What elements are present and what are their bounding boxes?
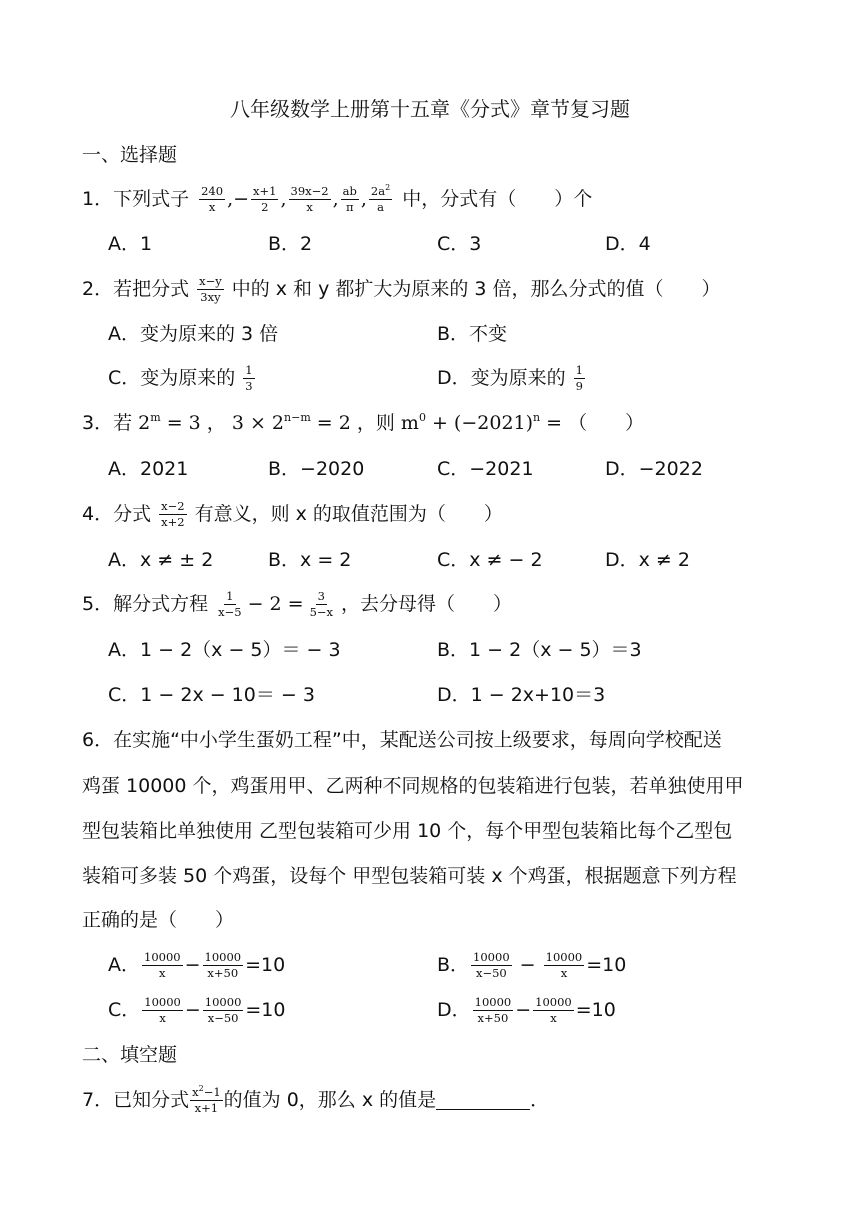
option-label: C． bbox=[108, 999, 141, 1021]
exponent: n bbox=[533, 411, 541, 424]
operator: − bbox=[184, 999, 201, 1021]
question-number: 7． bbox=[82, 1089, 114, 1111]
numerator: 1 bbox=[245, 362, 253, 377]
denominator: x bbox=[159, 965, 166, 980]
denominator: x bbox=[159, 1010, 166, 1025]
numerator: 39x−2 bbox=[290, 183, 329, 198]
question-6-line-1: 6．在实施“中小学生蛋奶工程”中，某配送公司按上级要求，每周向学校配送 bbox=[82, 729, 722, 751]
numerator: 240 bbox=[201, 183, 224, 198]
separator: , bbox=[280, 188, 287, 210]
question-text: 若把分式 bbox=[113, 278, 190, 300]
numerator: 10000 bbox=[144, 994, 181, 1009]
fraction bbox=[544, 951, 585, 980]
numerator: 10000 bbox=[473, 949, 510, 964]
numerator-rest: −1 bbox=[203, 1084, 221, 1099]
denominator: x+2 bbox=[161, 514, 185, 529]
equation-rhs: =10 bbox=[245, 999, 286, 1021]
question-text: 有意义，则 x 的取值范围为（ ） bbox=[194, 503, 503, 525]
equation-rhs: =10 bbox=[575, 999, 616, 1021]
option-label: A． bbox=[108, 954, 140, 976]
equation-part: = 3 ， 3 × 2 bbox=[160, 412, 285, 434]
fraction bbox=[251, 185, 278, 214]
question-5 bbox=[82, 588, 513, 619]
exponent: 2 bbox=[198, 1083, 204, 1093]
question-6-line-4: 装箱可多装 50 个鸡蛋，设每个 甲型包装箱可装 x 个鸡蛋，根据题意下列方程 bbox=[82, 865, 737, 887]
option-b[interactable]: B．不变 bbox=[437, 323, 508, 345]
option-c[interactable]: C．1 − 2x − 10＝ − 3 bbox=[108, 684, 315, 706]
operator: − bbox=[515, 999, 532, 1021]
option-c[interactable] bbox=[108, 362, 257, 393]
denominator: x−5 bbox=[218, 604, 242, 619]
exponent: 2 bbox=[385, 182, 391, 192]
denominator: x bbox=[306, 199, 313, 214]
operator: − bbox=[184, 954, 201, 976]
fraction bbox=[216, 590, 243, 619]
numerator: ab bbox=[342, 183, 357, 198]
question-number: 2． bbox=[82, 278, 114, 300]
option-d[interactable]: D．4 bbox=[605, 233, 651, 255]
exponent: n−m bbox=[284, 411, 311, 424]
option-b[interactable]: B．x = 2 bbox=[268, 549, 352, 571]
option-d[interactable]: D．−2022 bbox=[605, 458, 703, 480]
equation-rhs: =10 bbox=[245, 954, 286, 976]
denominator: a bbox=[377, 199, 384, 214]
question-1 bbox=[82, 182, 593, 214]
question-text: 的值为 0，那么 x 的值是 bbox=[223, 1089, 437, 1111]
denominator: π bbox=[345, 199, 354, 214]
option-b[interactable]: B．1 − 2（x − 5）＝3 bbox=[437, 639, 642, 661]
section-heading-fill-blank: 二、填空题 bbox=[82, 1044, 178, 1066]
option-a[interactable]: A．1 − 2（x − 5）＝ − 3 bbox=[108, 639, 341, 661]
question-text: 解分式方程 bbox=[113, 593, 209, 615]
denominator: x−50 bbox=[475, 965, 507, 980]
option-a[interactable] bbox=[108, 949, 286, 980]
equation-part: − 2 = bbox=[247, 593, 304, 615]
fraction bbox=[533, 996, 574, 1025]
question-number: 4． bbox=[82, 503, 114, 525]
equation-part: 若 2 bbox=[113, 412, 151, 434]
option-b[interactable]: B．2 bbox=[268, 233, 313, 255]
option-c[interactable]: C．3 bbox=[437, 233, 482, 255]
option-c[interactable]: C．−2021 bbox=[437, 458, 534, 480]
question-text: 已知分式 bbox=[113, 1089, 190, 1111]
denominator: 5−x bbox=[309, 604, 334, 619]
fraction bbox=[203, 951, 244, 980]
equation-part: = 2 ，则 m bbox=[310, 412, 419, 434]
equation-rhs: =10 bbox=[586, 954, 627, 976]
option-d[interactable] bbox=[437, 994, 616, 1025]
option-label: D． bbox=[437, 999, 471, 1021]
question-6-line-2: 鸡蛋 10000 个，鸡蛋用甲、乙两种不同规格的包装箱进行包装，若单独使用甲 bbox=[82, 775, 744, 797]
option-b[interactable] bbox=[437, 949, 627, 980]
fraction bbox=[473, 996, 514, 1025]
fraction bbox=[243, 364, 254, 393]
denominator: x bbox=[550, 1010, 557, 1025]
numerator bbox=[369, 182, 392, 200]
fraction bbox=[142, 951, 183, 980]
numerator-base: x bbox=[192, 1084, 199, 1099]
denominator: 2 bbox=[261, 199, 269, 214]
numerator: 10000 bbox=[144, 949, 181, 964]
numerator: 3 bbox=[317, 588, 325, 603]
denominator: x bbox=[208, 199, 216, 214]
fraction bbox=[197, 275, 224, 304]
question-text: 分式 bbox=[113, 503, 152, 525]
option-text: C．变为原来的 bbox=[108, 367, 236, 389]
question-text: 下列式子 bbox=[113, 188, 190, 210]
option-c[interactable]: C．x ≠ − 2 bbox=[437, 549, 543, 571]
question-text: ，去分母得（ ） bbox=[341, 593, 513, 615]
numerator: 10000 bbox=[474, 994, 512, 1009]
numerator: 10000 bbox=[204, 994, 242, 1009]
option-b[interactable]: B．−2020 bbox=[268, 458, 365, 480]
numerator: x+1 bbox=[253, 183, 277, 198]
numerator: 10000 bbox=[545, 949, 583, 964]
question-6-line-5: 正确的是（ ） bbox=[82, 909, 235, 931]
numerator-base: 2a bbox=[370, 183, 386, 198]
numerator bbox=[190, 1083, 223, 1101]
option-a[interactable]: A．1 bbox=[108, 233, 153, 255]
fraction bbox=[199, 185, 225, 214]
equation-part: + (−2021) bbox=[425, 412, 534, 434]
option-a[interactable]: A．变为原来的 3 倍 bbox=[108, 323, 279, 345]
page-title: 八年级数学上册第十五章《分式》章节复习题 bbox=[230, 97, 630, 121]
question-text: 中，分式有（ ）个 bbox=[402, 188, 593, 210]
question-7 bbox=[82, 1083, 550, 1115]
question-4 bbox=[82, 498, 503, 529]
denominator: x bbox=[560, 965, 568, 980]
question-2 bbox=[82, 273, 721, 304]
question-number: 5． bbox=[82, 593, 114, 615]
fraction bbox=[471, 951, 512, 980]
separator: ,− bbox=[227, 188, 250, 210]
option-c[interactable] bbox=[108, 994, 286, 1025]
denominator: x+50 bbox=[477, 1010, 509, 1025]
question-3 bbox=[82, 411, 644, 435]
denominator: x+50 bbox=[207, 965, 239, 980]
option-d[interactable]: D．1 − 2x+10＝3 bbox=[437, 684, 606, 706]
fraction bbox=[341, 185, 359, 214]
separator: , bbox=[360, 188, 367, 210]
question-text: 中的 x 和 y 都扩大为原来的 3 倍，那么分式的值（ ） bbox=[231, 278, 721, 300]
denominator: x−50 bbox=[207, 1010, 239, 1025]
equation-part: = （ ） bbox=[540, 412, 645, 434]
section-heading-choice: 一、选择题 bbox=[82, 144, 178, 166]
fraction bbox=[203, 996, 244, 1025]
fraction bbox=[190, 1083, 223, 1115]
option-d[interactable] bbox=[437, 362, 587, 393]
option-d[interactable]: D．x ≠ 2 bbox=[605, 549, 690, 571]
fraction bbox=[369, 182, 392, 214]
option-label: B． bbox=[437, 954, 470, 976]
denominator: 3 bbox=[245, 378, 253, 393]
option-a[interactable]: A．2021 bbox=[108, 458, 189, 480]
question-6-line-3: 型包装箱比单独使用 乙型包装箱可少用 10 个，每个甲型包装箱比每个乙型包 bbox=[82, 820, 733, 842]
denominator: x+1 bbox=[194, 1100, 219, 1115]
option-text: D．变为原来的 bbox=[437, 367, 566, 389]
option-a[interactable]: A．x ≠ ± 2 bbox=[108, 549, 214, 571]
fraction bbox=[159, 500, 186, 529]
fraction bbox=[142, 996, 183, 1025]
separator: , bbox=[332, 188, 339, 210]
numerator: 1 bbox=[226, 588, 234, 603]
operator: − bbox=[513, 954, 542, 976]
exponent: m bbox=[150, 411, 161, 424]
numerator: 10000 bbox=[204, 949, 242, 964]
denominator: 9 bbox=[575, 378, 583, 393]
question-number: 3． bbox=[82, 412, 114, 434]
fraction bbox=[574, 364, 585, 393]
denominator: 3xy bbox=[200, 289, 221, 304]
exponent: 0 bbox=[418, 411, 426, 424]
numerator: x−2 bbox=[161, 498, 185, 513]
fraction bbox=[289, 185, 331, 214]
numerator: 1 bbox=[575, 362, 583, 377]
numerator: 10000 bbox=[535, 994, 572, 1009]
fraction bbox=[308, 590, 335, 619]
answer-blank[interactable] bbox=[436, 1091, 530, 1110]
question-number: 1． bbox=[82, 188, 114, 210]
numerator: x−y bbox=[199, 273, 222, 288]
end-period: ． bbox=[530, 1089, 550, 1111]
